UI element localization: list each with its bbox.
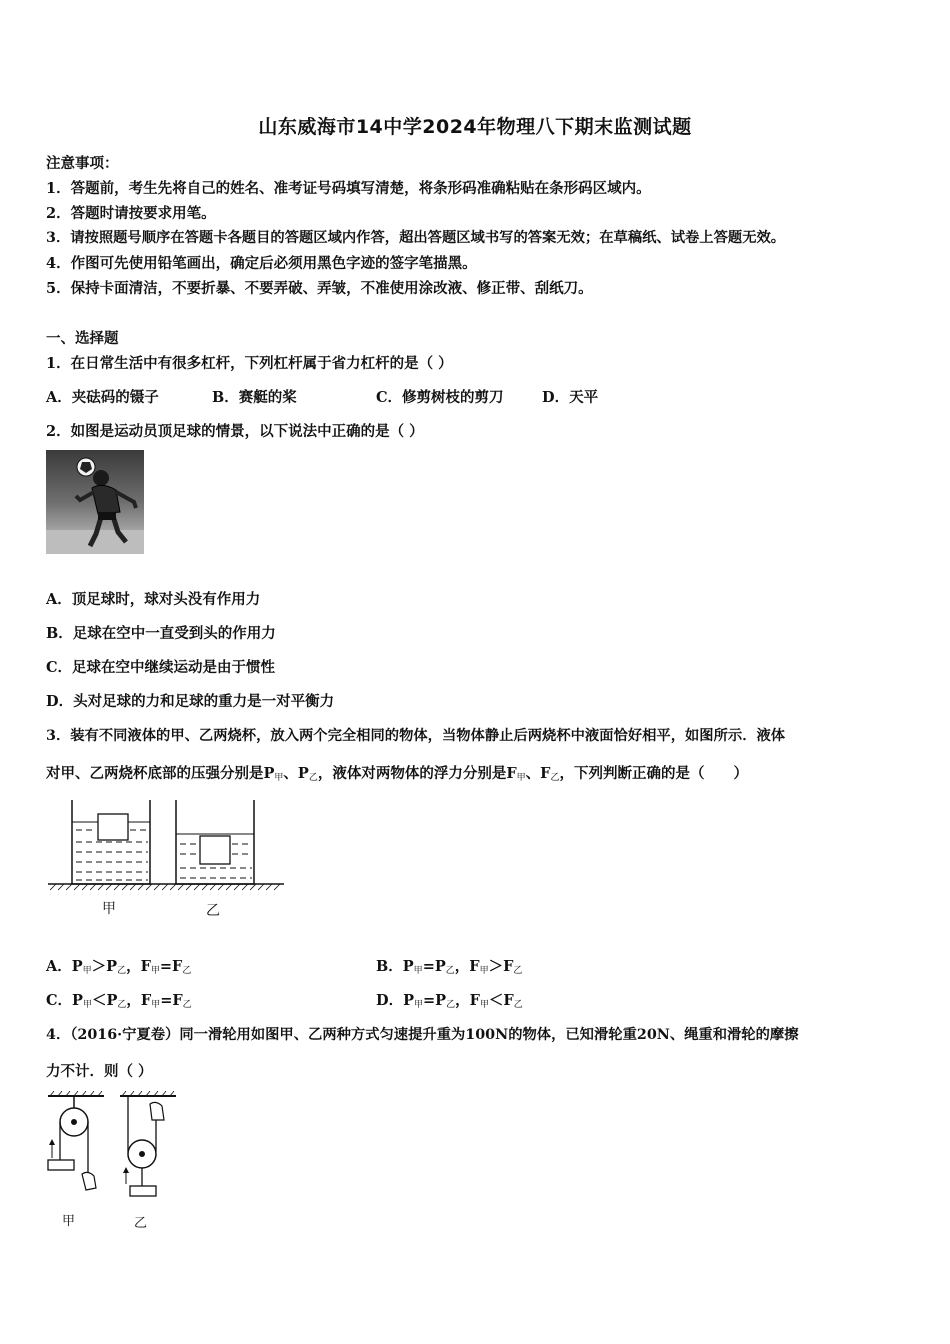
q1-option-b[interactable]: B．赛艇的桨 [212,389,297,406]
pulley-label-yi: 乙 [134,1216,148,1231]
pulley-figure [44,1090,194,1208]
notice-item: 2．答题时请按要求用笔。 [46,205,216,222]
beaker-label-jia: 甲 [102,901,116,917]
notice-item: 5．保持卡面清洁，不要折暴、不要弄破、弄皱，不准使用涂改液、修正带、刮纸刀。 [46,280,593,297]
pulley-label-jia: 甲 [62,1214,76,1229]
q3-stem-line1: 3．装有不同液体的甲、乙两烧杯，放入两个完全相同的物体，当物体静止后两烧杯中液面恰好相平，如图所示．液体 [46,728,786,744]
beaker-label-yi: 乙 [206,903,220,919]
notice-item: 3．请按照题号顺序在答题卡各题目的答题区域内作答，超出答题区域书写的答案无效；在草稿纸、试卷上答题无效。 [46,230,786,246]
section-heading: 一、选择题 [46,330,119,347]
q2-option-a[interactable]: A．顶足球时，球对头没有作用力 [46,591,261,608]
notice-heading: 注意事项： [46,155,119,172]
q3-stem-line2: 对甲、乙两烧杯底部的压强分别是$P_甲$、$P_乙$，液体对两物体的浮力分别是$F_甲$、$F_乙$，下列判断正确的是（ ） [46,765,748,783]
q2-option-b[interactable]: B．足球在空中一直受到头的作用力 [46,625,276,642]
soccer-header-figure [46,450,144,554]
q3-option-a[interactable]: A．$P_甲>P_乙$，$F_甲=F_乙$ [46,958,192,976]
q2-option-c[interactable]: C．足球在空中继续运动是由于惯性 [46,659,276,676]
q1-stem: 1．在日常生活中有很多杠杆，下列杠杆属于省力杠杆的是（ ） [46,355,453,372]
beakers-figure [46,796,286,892]
q1-option-a[interactable]: A．夹砝码的镊子 [46,389,159,406]
q4-stem-line2: 力不计．则（ ） [46,1063,153,1080]
notice-item: 1．答题前，考生先将自己的姓名、准考证号码填写清楚，将条形码准确粘贴在条形码区域内。 [46,180,651,197]
page-title: 山东威海市14中学2024年物理八下期末监测试题 [258,116,692,138]
q1-option-d[interactable]: D．天平 [542,389,599,406]
q4-stem-line1: 4．（2016·宁夏卷）同一滑轮用如图甲、乙两种方式匀速提升重为100N的物体，已知滑轮重20N、绳重和滑轮的摩擦 [46,1027,799,1043]
q3-option-b[interactable]: B．$P_甲=P_乙$，$F_甲>F_乙$ [376,958,523,976]
notice-item: 4．作图可先使用铅笔画出，确定后必须用黑色字迹的签字笔描黑。 [46,255,477,272]
q2-option-d[interactable]: D．头对足球的力和足球的重力是一对平衡力 [46,693,335,710]
q3-option-c[interactable]: C．$P_甲<P_乙$，$F_甲=F_乙$ [46,992,192,1010]
q1-option-c[interactable]: C．修剪树枝的剪刀 [376,389,504,406]
q3-option-d[interactable]: D．$P_甲=P_乙$，$F_甲<F_乙$ [376,992,523,1010]
q2-stem: 2．如图是运动员顶足球的情景，以下说法中正确的是（ ） [46,423,424,440]
